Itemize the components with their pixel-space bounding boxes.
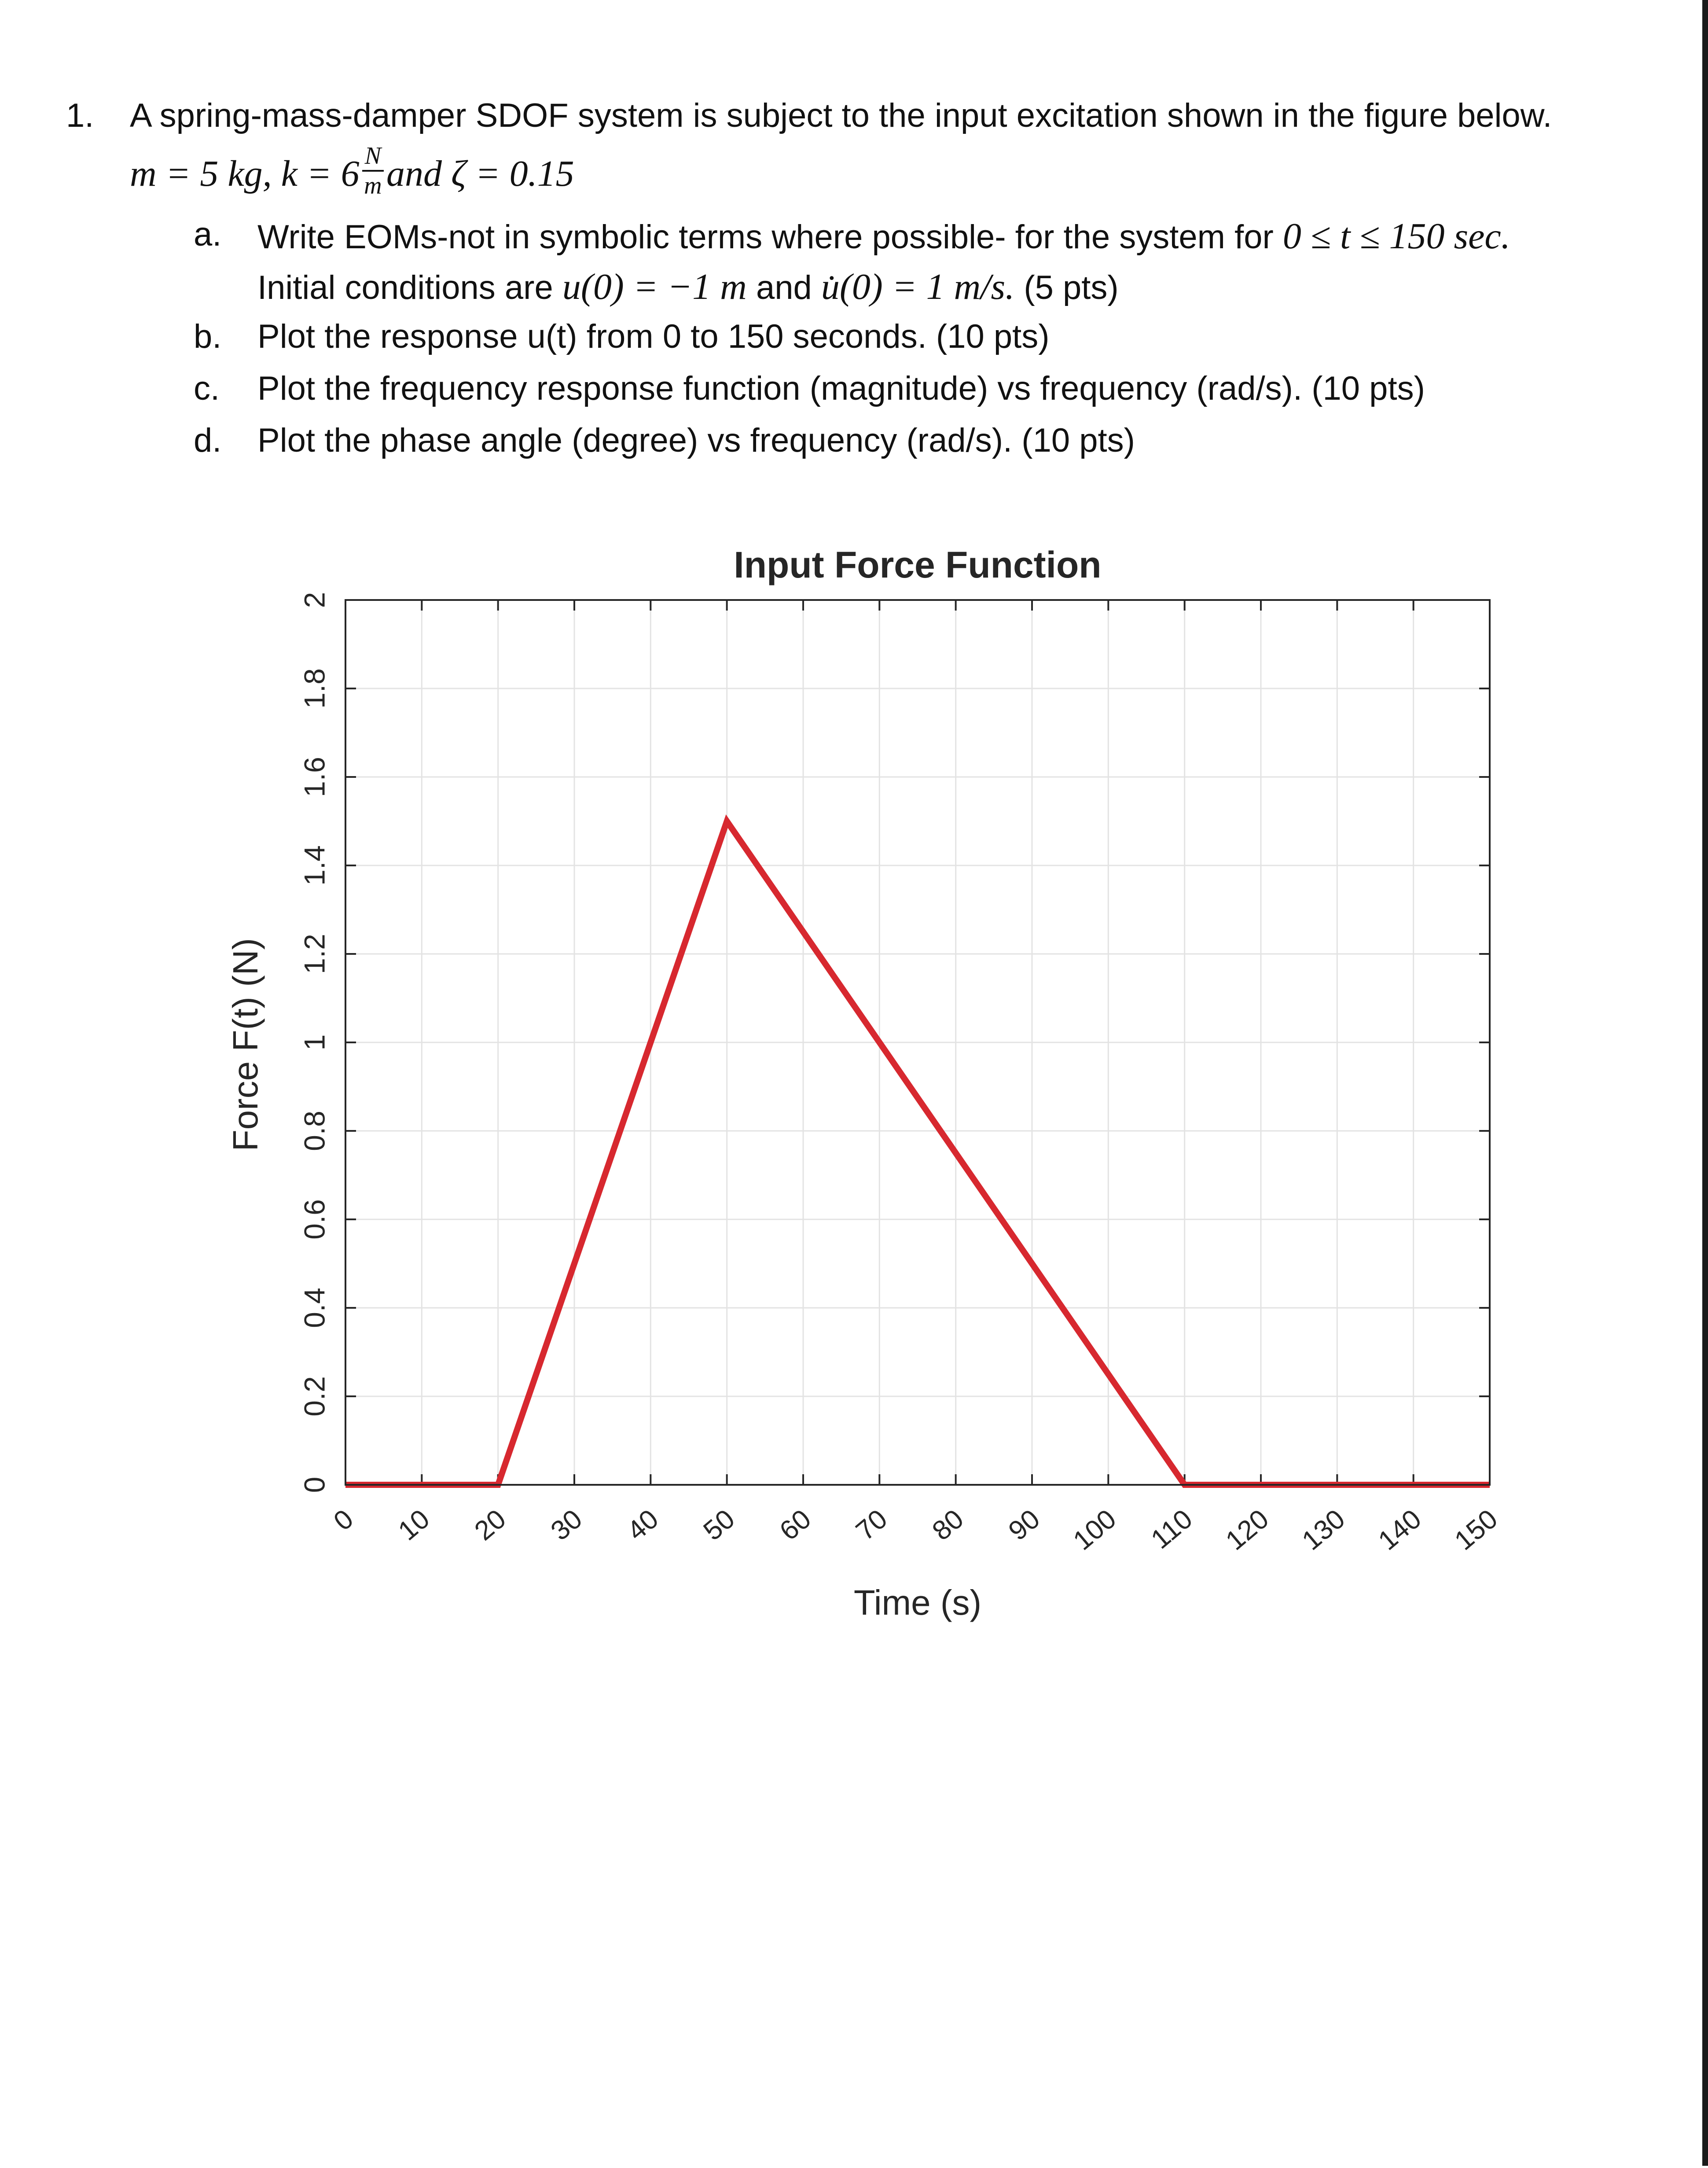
problem-stem: A spring-mass-damper SDOF system is subject to the input excitation shown in the figure below. [130,97,1552,134]
x-tick-label: 60 [774,1503,817,1547]
y-tick-label: 0 [298,1476,331,1493]
x-axis-label: Time (s) [853,1583,982,1622]
y-tick-label: 1.2 [298,934,331,974]
part-d-letter: d. [194,422,222,459]
params-damping-ratio: and ζ = 0.15 [386,153,574,195]
y-tick-label: 0.8 [298,1111,331,1151]
x-tick-label: 50 [698,1503,741,1547]
part-c-text: Plot the frequency response function (magnitude) vs frequency (rad/s). (10 pts) [257,370,1425,407]
part-a-text-2: Initial conditions are [257,269,553,306]
chart-series [345,821,1490,1485]
y-tick-label: 0.6 [298,1199,331,1240]
part-d-text: Plot the phase angle (degree) vs frequency (rad/s). (10 pts) [257,422,1135,459]
part-c-letter: c. [194,370,220,407]
params-mass-stiffness: m = 5 kg, k = 6 [130,153,360,195]
part-a-initial-velocity: u̇(0) = 1 m/s. [821,266,1015,307]
part-a-initial-displacement: u(0) = −1 m [562,266,747,307]
x-tick-label: 10 [393,1503,436,1547]
x-tick-label: 70 [850,1503,893,1547]
part-a-text-1: Write EOMs-not in symbolic terms where possible- for the system for [257,218,1274,256]
x-tick-label: 150 [1449,1503,1503,1557]
y-tick-label: 0.2 [298,1376,331,1417]
part-b-letter: b. [194,318,222,355]
x-tick-label: 120 [1220,1503,1275,1557]
chart-grid [345,600,1490,1485]
x-tick-label: 110 [1145,1503,1198,1555]
series-line-force [345,821,1490,1485]
y-tick-label: 1.4 [298,845,331,886]
y-tick-label: 1.6 [298,757,331,797]
problem-number: 1. [66,97,94,134]
x-tick-label: 30 [545,1503,588,1547]
x-tick-label: 0 [328,1503,359,1537]
part-a-letter: a. [194,216,222,253]
x-tick-label: 40 [621,1503,665,1547]
x-tick-label: 20 [469,1503,512,1547]
fraction-numerator: N [362,144,384,172]
part-a-time-range: 0 ≤ t ≤ 150 sec. [1282,216,1510,257]
chart-title: Input Force Function [734,544,1102,585]
x-tick-label: 100 [1067,1503,1122,1557]
fraction-denominator: m [364,172,382,199]
y-axis-label: Force F(t) (N) [226,938,265,1152]
y-tick-label: 1 [298,1034,331,1051]
part-b-text: Plot the response u(t) from 0 to 150 seconds. (10 pts) [257,318,1050,355]
y-tick-label: 2 [298,592,331,608]
x-tick-label: 80 [926,1503,970,1547]
x-tick-label: 130 [1296,1503,1351,1557]
part-a-text-3: and [756,269,812,306]
x-tick-label: 140 [1373,1503,1427,1557]
x-tick-label: 90 [1003,1503,1046,1547]
y-tick-label: 0.4 [298,1288,331,1328]
y-tick-label: 1.8 [298,668,331,709]
part-a-points: (5 pts) [1024,269,1119,306]
